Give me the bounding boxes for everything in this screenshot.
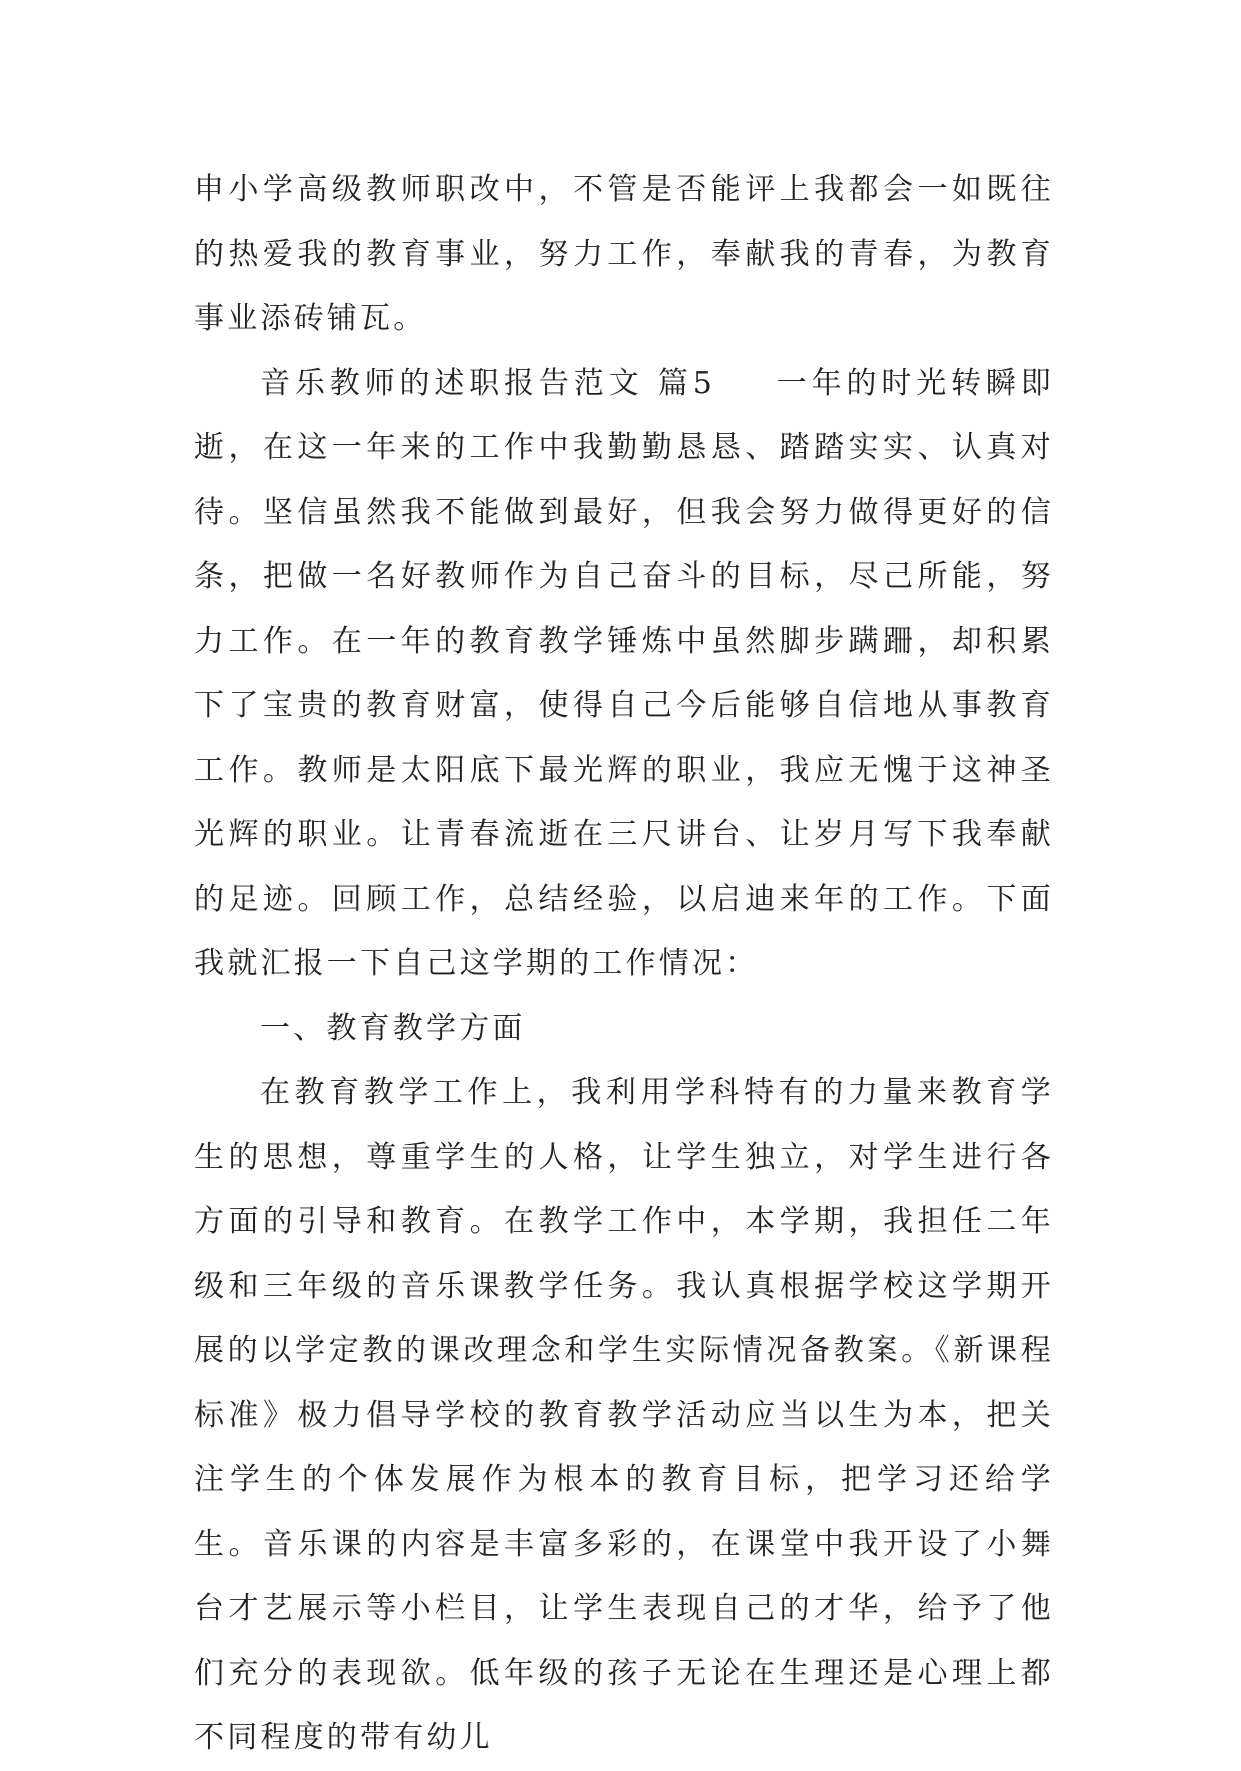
- paragraph-continuation: 申小学高级教师职改中，不管是否能评上我都会一如既往的热爱我的教育事业，努力工作，奉献我的青春，为教育事业添砖铺瓦。: [194, 172, 1054, 336]
- paragraph-section-5: [194, 352, 1054, 997]
- paragraph-teaching-work: 在教育教学工作上，我利用学科特有的力量来教育学生的思想，尊重学生的人格，让学生独立，对学生进行各方面的引导和教育。在教学工作中，本学期，我担任二年级和三年级的音乐课教学任务。我认真根据学校这学期开展的以学定教的课改理念和学生实际情况备教案。《新课程标准》极力倡导学校的教育教学活动应当以生为本，把关注学生的个体发展作为根本的教育目标，把学习还给学生。音乐课的内容是丰富多彩的，在课堂中我开设了小舞台才艺展示等小栏目，让学生表现自己的才华，给予了他们充分的表现欲。低年级的孩子无论在生理还是心理上都不同程度的带有幼儿: [194, 1075, 1054, 1755]
- document-body: [194, 158, 1054, 1771]
- section-intro-text: 一年的时光转瞬即逝，在这一年来的工作中我勤勤恳恳、踏踏实实、认真对待。坚信虽然我不能做到最好，但我会努力做得更好的信条，把做一名好教师作为自己奋斗的目标，尽己所能，努力工作。在一年的教育教学锤炼中虽然脚步蹒跚，却积累下了宝贵的教育财富，使得自己今后能够自信地从事教育工作。教师是太阳底下最光辉的职业，我应无愧于这神圣光辉的职业。让青春流逝在三尺讲台、让岁月写下我奉献的足迹。回顾工作，总结经验，以启迪来年的工作。下面我就汇报一下自己这学期的工作情况：: [194, 365, 1054, 981]
- subheading-teaching: 一、教育教学方面: [260, 1010, 526, 1046]
- section-heading: 音乐教师的述职报告范文 篇5: [260, 365, 716, 401]
